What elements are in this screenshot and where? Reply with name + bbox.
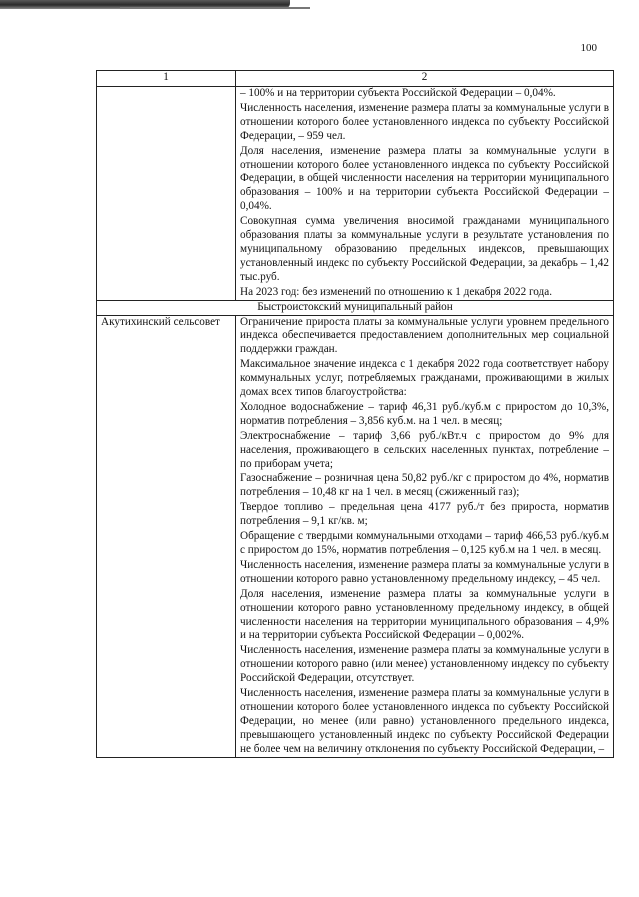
- paragraph: Ограничение прироста платы за коммунальные услуги уровнем предельного индекса обеспечивается предоставлением дополнительных мер социальной поддержки граждан.: [240, 315, 609, 356]
- row-label-empty: [97, 87, 236, 301]
- paragraph: Доля населения, изменение размера платы за коммунальные услуги в отношении которого равно установленному предельному индексу, в общей численности населения на территории муниципального образования – 4,9% и на территории субъекта Российской Федерации – 0,002%.: [240, 587, 609, 642]
- paragraph: Твердое топливо – предельная цена 4177 руб./т без прироста, норматив потребления – 9,1 кг/кв. м;: [240, 501, 609, 528]
- paragraph: Холодное водоснабжение – тариф 46,31 руб./куб.м с приростом до 10,3%, норматив потребления – 3,856 куб.м. на 1 чел. в месяц;: [240, 400, 609, 427]
- paragraph: Численность населения, изменение размера платы за коммунальные услуги в отношении которого равно установленному предельному индексу, – 45 чел.: [240, 558, 609, 585]
- paragraph: Совокупная сумма увеличения вносимой гражданами муниципального образования платы за коммунальные услуги в результате установления по муниципальному образованию предельных индексов, превышающих установленный индекс по субъекту Российской Федерации, за декабрь – 1,42 тыс.руб.: [240, 215, 609, 283]
- column-header-1: 1: [97, 71, 236, 87]
- document-table: [96, 70, 614, 758]
- row-content: [236, 87, 614, 301]
- paragraph: – 100% и на территории субъекта Российской Федерации – 0,04%.: [240, 87, 556, 99]
- table-header-row: [97, 71, 614, 87]
- table-section-row: [97, 300, 614, 315]
- section-title: Быстроистокский муниципальный район: [97, 300, 614, 315]
- table-row-entry: [97, 315, 614, 757]
- paragraph: Обращение с твердыми коммунальными отходами – тариф 466,53 руб./куб.м с приростом до 15%, норматив потребления – 0,125 куб.м на 1 чел. в месяц.: [240, 530, 609, 556]
- table-row-continuation: [97, 87, 614, 301]
- scan-artifact-line: [120, 7, 310, 9]
- paragraph: Численность населения, изменение размера платы за коммунальные услуги в отношении которого равно (или менее) установленному индексу по субъекту Российской Федерации, отсутствует.: [240, 644, 609, 685]
- page-number: 100: [580, 42, 597, 54]
- row-content: [236, 315, 614, 757]
- paragraph: На 2023 год: без изменений по отношению к 1 декабря 2022 года.: [240, 285, 553, 298]
- paragraph: Доля населения, изменение размера платы за коммунальные услуги в отношении которого более установленного индекса по субъекту Российской Федерации, в общей численности населения на территории муниципального образования – 100% и на территории субъекта Российской Федерации – 0,04%.: [240, 144, 609, 213]
- municipality-name: Акутихинский сельсовет: [97, 315, 236, 757]
- paragraph: Газоснабжение – розничная цена 50,82 руб./кг с приростом до 4%, норматив потребления – 10,48 кг на 1 чел. в месяц (сжиженный газ);: [240, 472, 609, 499]
- paragraph: Численность населения, изменение размера платы за коммунальные услуги в отношении которого более установленного индекса по субъекту Российской Федерации, но менее (или равно) установленного предельного индекса, превышающего установленный индекс по субъекту Российской Федерации не более чем на величину отклонения по субъекту Российской Федерации, –: [240, 687, 609, 755]
- paragraph: Численность населения, изменение размера платы за коммунальные услуги в отношении которого более установленного индекса по субъекту Российской Федерации, – 959 чел.: [240, 101, 609, 142]
- column-header-2: 2: [236, 71, 614, 87]
- paragraph: Максимальное значение индекса с 1 декабря 2022 года соответствует набору коммунальных услуг, потребляемых гражданами, проживающими в жилых домах всех типов благоустройства:: [240, 358, 609, 399]
- paragraph: Электроснабжение – тариф 3,66 руб./кВт.ч с приростом до 9% для населения, проживающего в сельских населенных пунктах, потребление – по приборам учета;: [240, 429, 609, 470]
